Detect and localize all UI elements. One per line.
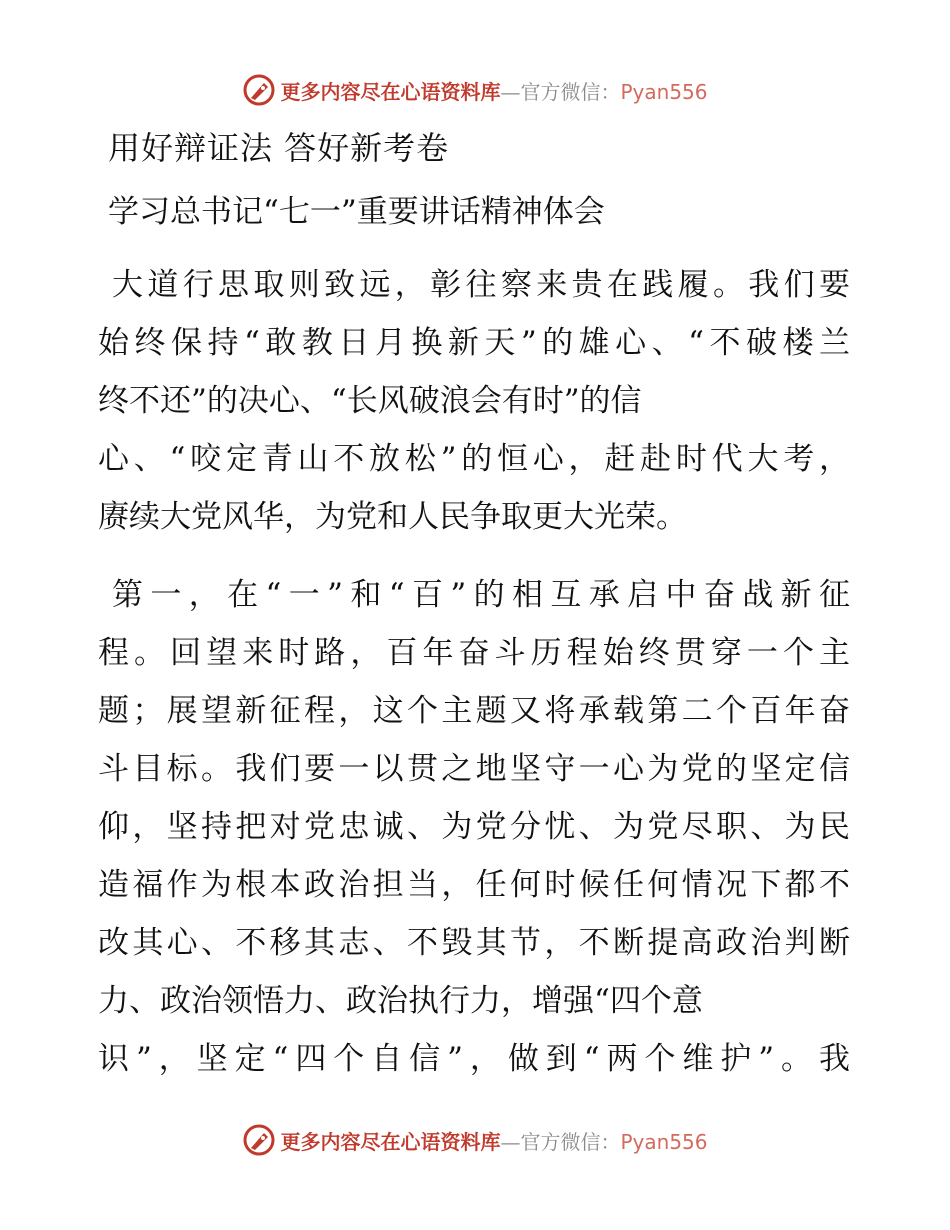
paragraph-line: 第一，在“一”和“百”的相互承启中奋战新征 <box>112 577 850 613</box>
pen-nib-logo-icon <box>242 1123 276 1157</box>
watermark-brand: 更多内容尽在心语资料库 <box>280 79 501 104</box>
footer-watermark <box>0 1120 950 1160</box>
pen-nib-logo-icon <box>242 73 276 107</box>
paragraph-line: 终不还”的决心、“长风破浪会有时”的信 <box>98 383 642 419</box>
paragraph-line: 程。回望来时路，百年奋斗历程始终贯穿一个主 <box>98 635 850 671</box>
watermark-contact: Pyan556 <box>620 1129 708 1154</box>
paragraph-line: 力、政治领悟力、政治执行力，增强“四个意 <box>98 983 703 1019</box>
paragraph-line: 改其心、不移其志、不毁其节，不断提高政治判断 <box>98 925 850 961</box>
document-body <box>98 120 850 1108</box>
paragraph-line: 仰，坚持把对党忠诚、为党分忧、为党尽职、为民 <box>98 809 850 845</box>
watermark-contact: Pyan556 <box>620 79 708 104</box>
paragraph-line: 斗目标。我们要一以贯之地坚守一心为党的坚定信 <box>98 751 850 787</box>
document-title: 用好辩证法 答好新考卷 <box>108 129 450 167</box>
watermark-brand: 更多内容尽在心语资料库 <box>280 1129 501 1154</box>
paragraph-line: 识”，坚定“四个自信”，做到“两个维护”。我 <box>98 1041 850 1077</box>
paragraph-line: 题；展望新征程，这个主题又将承载第二个百年奋 <box>98 693 850 729</box>
watermark-label: 官方微信： <box>520 79 621 104</box>
paragraph-2 <box>98 566 850 1088</box>
watermark-label: 官方微信： <box>520 1129 621 1154</box>
header-watermark <box>0 70 950 110</box>
watermark-separator: — <box>500 79 521 104</box>
paragraph-1 <box>98 256 850 546</box>
paragraph-line: 心、“咬定青山不放松”的恒心，赶赴时代大考， <box>98 441 850 477</box>
paragraph-line: 始终保持“敢教日月换新天”的雄心、“不破楼兰 <box>98 325 850 361</box>
paragraph-line: 造福作为根本政治担当，任何时候任何情况下都不 <box>98 867 850 903</box>
document-subtitle: 学习总书记“七一”重要讲话精神体会 <box>108 194 605 230</box>
paragraph-line: 大道行思取则致远，彰往察来贵在践履。我们要 <box>112 267 850 303</box>
paragraph-line: 赓续大党风华，为党和人民争取更大光荣。 <box>98 499 687 535</box>
watermark-separator: — <box>500 1129 521 1154</box>
